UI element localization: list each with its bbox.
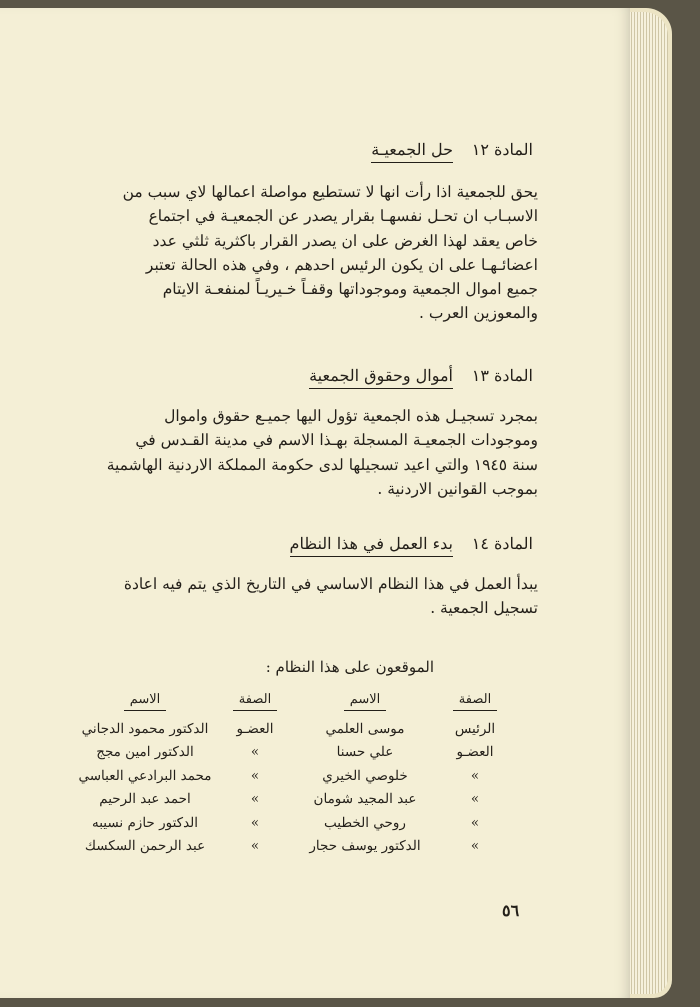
signer-role: العضـو: [456, 744, 494, 761]
signer-role: »: [470, 791, 480, 808]
column-header-name: الاسم: [70, 692, 220, 717]
text-line: الاسبـاب ان تحـل نفسهـا بقرار يصدر عن الجمعيـة في اجتماع: [148, 207, 538, 226]
column-header-name: الاسم: [290, 692, 440, 717]
page-edges: [626, 12, 668, 994]
signer-name: موسى العلمي: [325, 720, 405, 737]
table-row: [70, 788, 510, 812]
signer-role: »: [470, 814, 480, 831]
table-row: [70, 717, 510, 741]
table-row: [70, 835, 510, 859]
article-12-body: [90, 180, 538, 326]
signer-role: »: [470, 767, 480, 784]
signers-heading: الموقعون على هذا النظام :: [265, 658, 434, 676]
signer-role: »: [470, 838, 480, 855]
signer-name: علي حسنا: [336, 744, 394, 761]
signer-role: العضـو: [236, 720, 274, 737]
article-title: أموال وحقوق الجمعية: [309, 366, 453, 389]
signer-name: عبد المجيد شومان: [313, 791, 417, 808]
signer-role: »: [250, 767, 260, 784]
article-14-header: [289, 534, 533, 560]
signer-role: »: [250, 838, 260, 855]
table-row: [70, 741, 510, 765]
text-line: جميع اموال الجمعية وموجوداتها وقفـاً خـيريـاً لمنفعـة الايتام: [162, 280, 538, 299]
text-line: يحق للجمعية اذا رأت انها لا تستطيع مواصلة اعمالها لاي سبب من: [122, 183, 538, 201]
signer-role: »: [250, 744, 260, 761]
document-page: [0, 8, 630, 998]
page-number: ٥٦: [502, 901, 520, 920]
text-line: والمعوزين العرب .: [419, 304, 538, 323]
signer-role: »: [250, 814, 260, 831]
text-line: وموجودات الجمعيـة المسجلة بهـذا الاسم في مدينة القـدس في: [135, 431, 538, 450]
signer-name: روحي الخطيب: [324, 814, 406, 831]
column-header-role: الصفة: [440, 692, 510, 717]
text-line: بموجب القوانين الاردنية .: [377, 479, 538, 498]
article-label: المادة ١٤: [471, 534, 533, 553]
article-14-body: [90, 572, 538, 621]
column-header-role: الصفة: [220, 692, 290, 717]
table-row: [70, 764, 510, 788]
text-line: خاص يعقد لهذا الغرض على ان يصدر القرار باكثرية ثلثي عدد: [152, 231, 538, 250]
text-line: اعضائـهـا على ان يكون الرئيس احدهم ، وفي هذه الحالة تعتبر: [145, 255, 538, 274]
signer-name: الدكتور يوسف حجار: [309, 838, 421, 855]
table-row: [70, 811, 510, 835]
signer-name: الدكتور امين مجج: [96, 744, 194, 761]
signer-role: »: [250, 791, 260, 808]
signer-name: عبد الرحمن السكسك: [84, 838, 206, 855]
signer-name: الدكتور محمود الدجاني: [81, 720, 209, 737]
signer-name: محمد البرادعي العباسي: [78, 767, 212, 784]
article-label: المادة ١٢: [471, 140, 533, 159]
signer-name: الدكتور حازم نسيبه: [91, 814, 199, 831]
article-label: المادة ١٣: [471, 366, 533, 385]
text-line: سنة ١٩٤٥ والتي اعيد تسجيلها لدى حكومة المملكة الاردنية الهاشمية: [106, 455, 538, 474]
text-line: بمجرد تسجيـل هذه الجمعية تؤول اليها جميـع حقوق واموال: [164, 407, 538, 425]
article-12-header: [353, 140, 533, 166]
signer-name: خلوصي الخيري: [322, 767, 408, 784]
article-13-header: [309, 366, 533, 392]
article-title: بدء العمل في هذا النظام: [290, 534, 453, 557]
signer-role: الرئيس: [454, 720, 496, 737]
signer-name: احمد عبد الرحيم: [99, 791, 191, 808]
article-title: حل الجمعيـة: [371, 140, 453, 163]
text-line: تسجيل الجمعية .: [430, 599, 538, 618]
signers-table: [70, 692, 510, 858]
text-line: يبدأ العمل في هذا النظام الاساسي في التاريخ الذي يتم فيه اعادة: [123, 575, 538, 593]
article-13-body: [90, 404, 538, 501]
